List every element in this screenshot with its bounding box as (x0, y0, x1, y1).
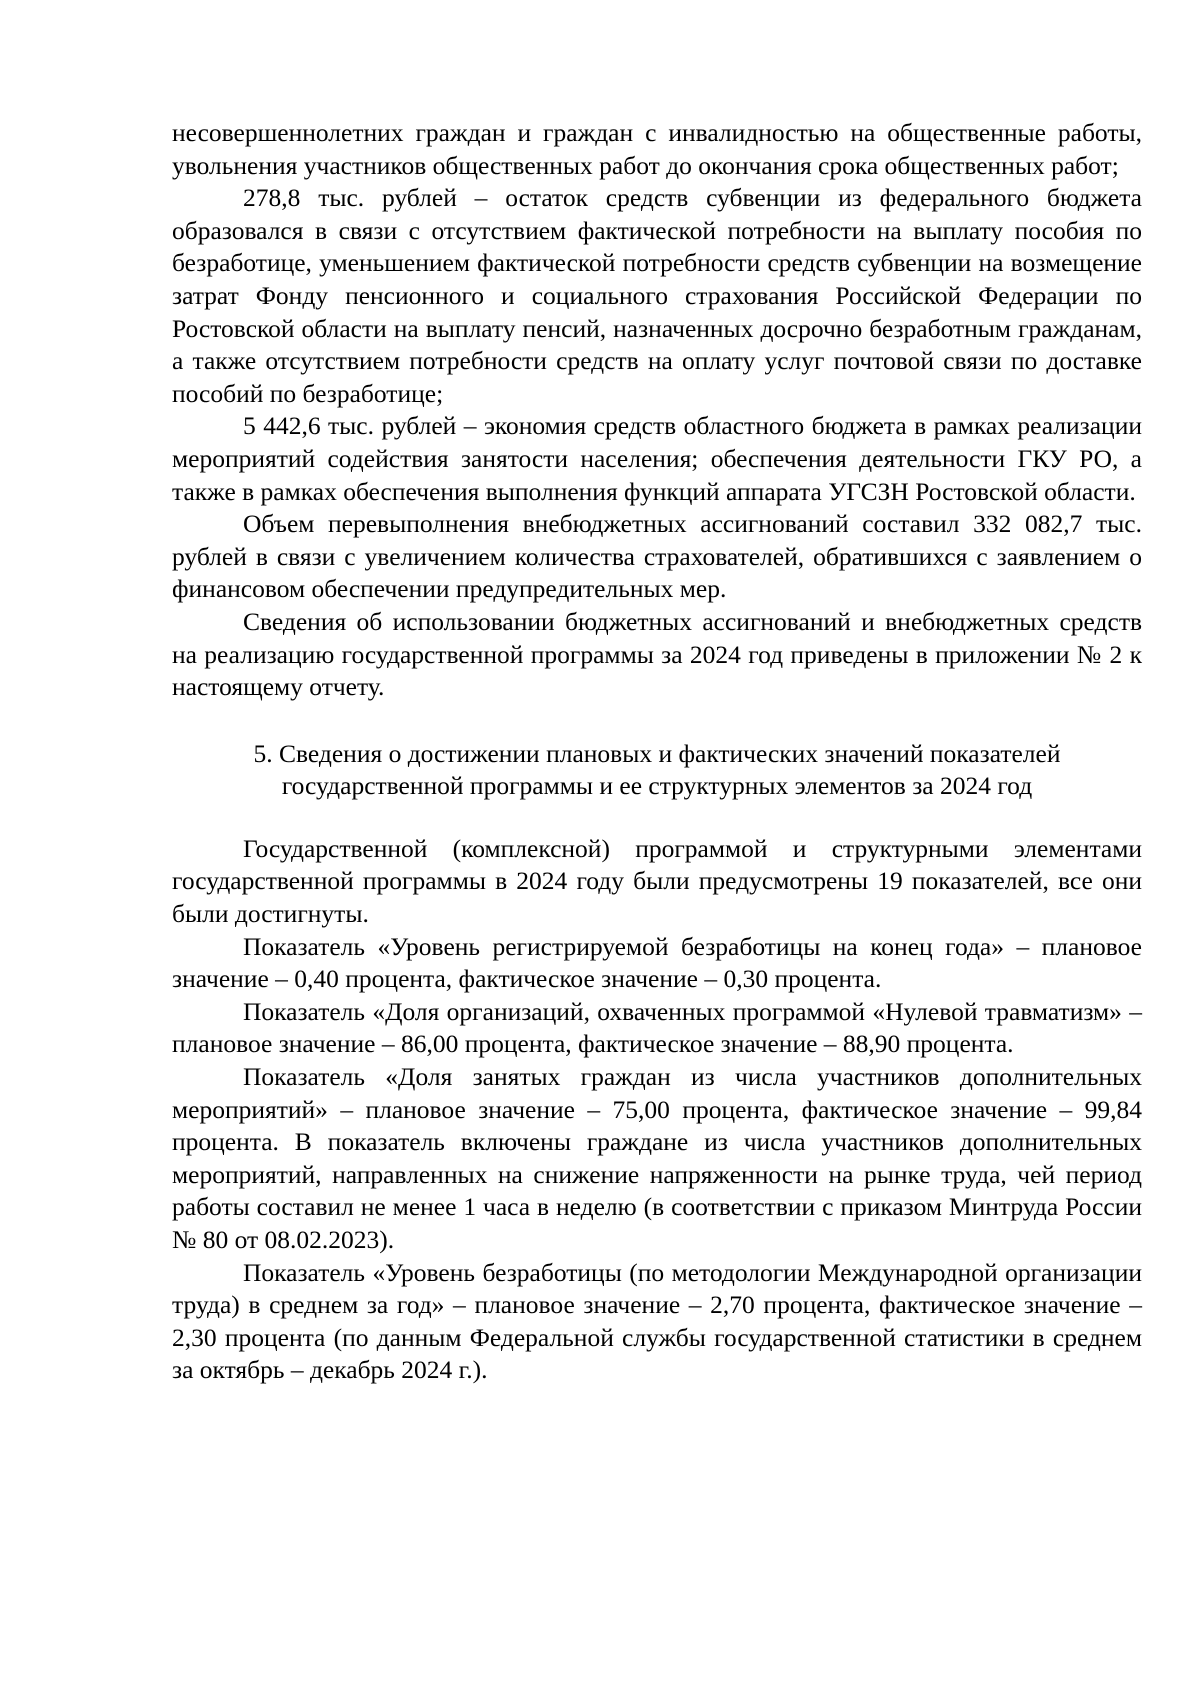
section-heading-line-2: государственной программы и ее структурных элементов за 2024 год (281, 771, 1033, 801)
paragraph-federal-subvention: 278,8 тыс. рублей – остаток средств субвенции из федерального бюджета образовался в связи с отсутствием фактической потребности на выплату пособия по безработице, уменьшением фактической потребности средств субвенции на возмещение затрат Фонду пенсионного и социального страхования Российской Федерации по Ростовской области на выплату пенсий, назначенных досрочно безработным гражданам, а также отсутствием потребности средств на оплату услуг почтовой связи по доставке пособий по безработице; (172, 183, 1142, 408)
paragraph-indicator-registered-unemployment: Показатель «Уровень регистрируемой безработицы на конец года» – плановое значение – 0,40 процента, фактическое значение – 0,30 процента. (172, 931, 1142, 994)
paragraph-extrabudgetary-overrun: Объем перевыполнения внебюджетных ассигнований составил 332 082,7 тыс. рублей в связи с увеличением количества страхователей, обратившихся с заявлением о финансовом обеспечении предупредительных мер. (172, 509, 1142, 604)
paragraph-regional-savings: 5 442,6 тыс. рублей – экономия средств областного бюджета в рамках реализации мероприятий содействия занятости населения; обеспечения деятельности ГКУ РО, а также в рамках обеспечения выполнения функций аппарата УГСЗН Ростовской области. (172, 411, 1142, 506)
document-body (172, 117, 1142, 1387)
paragraph-indicators-summary: Государственной (комплексной) программой и структурными элементами государственной программы в 2024 году были предусмотрены 19 показателей, все они были достигнуты. (172, 833, 1142, 929)
section-heading-line-1: 5. Сведения о достижении плановых и фактических значений показателей (253, 738, 1061, 768)
paragraph-appendix-reference: Сведения об использовании бюджетных ассигнований и внебюджетных средств на реализацию государственной программы за 2024 год приведены в приложении № 2 к настоящему отчету. (172, 606, 1142, 702)
paragraph-indicator-employed-citizens: Показатель «Доля занятых граждан из числа участников дополнительных мероприятий» – плановое значение – 75,00 процента, фактическое значение – 99,84 процента. В показатель включены граждане из числа участников дополнительных мероприятий, направленных на снижение напряженности на рынке труда, чей период работы составил не менее 1 часа в неделю (в соответствии с приказом Минтруда России № 80 от 08.02.2023). (172, 1062, 1142, 1254)
section-heading (172, 738, 1142, 803)
paragraph-indicator-ilo-unemployment: Показатель «Уровень безработицы (по методологии Международной организации труда) в среднем за год» – плановое значение – 2,70 процента, фактическое значение – 2,30 процента (по данным Федеральной службы государственной статистики в среднем за октябрь – декабрь 2024 г.). (172, 1257, 1142, 1385)
paragraph-indicator-zero-injury: Показатель «Доля организаций, охваченных программой «Нулевой травматизм» – плановое значение – 86,00 процента, фактическое значение – 88,90 процента. (172, 996, 1142, 1059)
paragraph-continuation: несовершеннолетних граждан и граждан с инвалидностью на общественные работы, увольнения участников общественных работ до окончания срока общественных работ; (172, 118, 1142, 180)
